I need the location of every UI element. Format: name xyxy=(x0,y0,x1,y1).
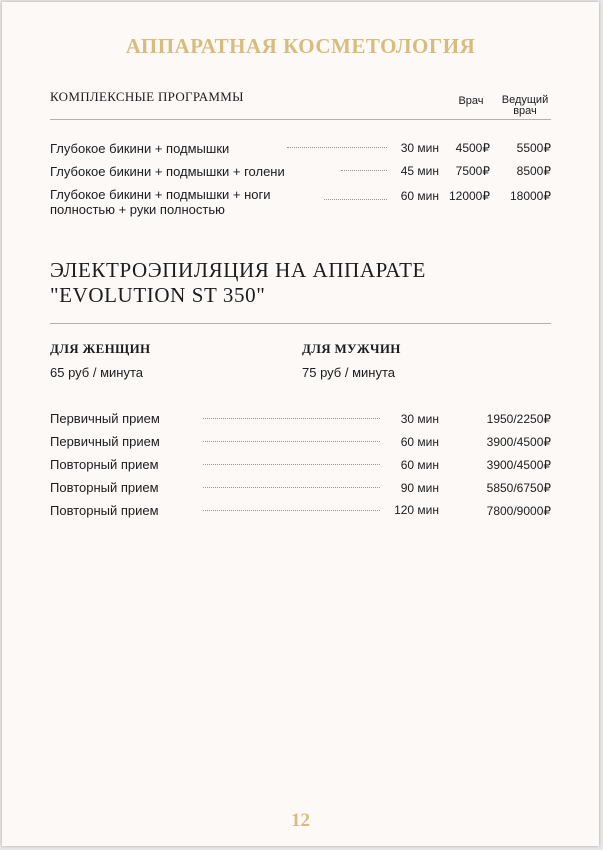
service-name: Глубокое бикини + подмышки + голени xyxy=(50,164,285,179)
service-name: Глубокое бикини + подмышки xyxy=(50,141,230,156)
col-doctor-header: Врач xyxy=(458,95,484,107)
price-list-page xyxy=(2,2,599,846)
service-price: 4500₽ xyxy=(455,141,490,155)
page-title: АППАРАТНАЯ КОСМЕТОЛОГИЯ xyxy=(125,34,476,58)
table-row xyxy=(50,503,551,519)
service-price: 7800/9000₽ xyxy=(486,504,551,518)
men-label: ДЛЯ МУЖЧИН xyxy=(302,341,401,356)
service-duration: 90 мин xyxy=(400,481,439,495)
table-row xyxy=(50,164,551,180)
service-price: 7500₽ xyxy=(455,164,490,178)
service-price: 3900/4500₽ xyxy=(486,435,551,449)
service-name-cont: полностью + руки полностью xyxy=(50,202,225,217)
service-name: Первичный прием xyxy=(50,411,160,426)
service-duration: 60 мин xyxy=(400,189,439,203)
dot-leader xyxy=(203,510,380,511)
table-row xyxy=(50,411,551,427)
service-price: 12000₽ xyxy=(448,189,490,203)
electro-heading-line2: "EVOLUTION ST 350" xyxy=(50,283,266,307)
dot-leader xyxy=(203,487,380,488)
service-name: Повторный прием xyxy=(50,480,159,495)
dot-leader xyxy=(203,464,380,465)
table-row xyxy=(50,457,551,473)
service-duration: 30 мин xyxy=(400,412,439,426)
electro-heading xyxy=(50,258,426,308)
service-price-lead: 8500₽ xyxy=(516,164,551,178)
service-price-lead: 5500₽ xyxy=(516,141,551,155)
service-price: 5850/6750₽ xyxy=(486,481,551,495)
col-lead-doctor-line2: врач xyxy=(513,105,537,117)
women-label: ДЛЯ ЖЕНЩИН xyxy=(50,341,151,356)
men-rate: 75 руб / минута xyxy=(302,365,395,380)
dot-leader xyxy=(287,147,387,148)
service-duration: 120 мин xyxy=(394,503,439,517)
complex-divider xyxy=(50,119,551,120)
dot-leader xyxy=(324,199,387,200)
service-price: 1950/2250₽ xyxy=(486,412,551,426)
electro-heading-line1: ЭЛЕКТРОЭПИЛЯЦИЯ НА АППАРАТЕ xyxy=(50,258,426,282)
complex-programs-heading: КОМПЛЕКСНЫЕ ПРОГРАММЫ xyxy=(50,89,244,104)
dot-leader xyxy=(203,441,380,442)
service-name: Повторный прием xyxy=(50,503,159,518)
service-duration: 60 мин xyxy=(400,458,439,472)
service-duration: 30 мин xyxy=(400,141,439,155)
service-duration: 45 мин xyxy=(400,164,439,178)
service-price-lead: 18000₽ xyxy=(509,189,551,203)
service-price: 3900/4500₽ xyxy=(486,458,551,472)
page-number: 12 xyxy=(291,810,310,831)
table-row xyxy=(50,187,551,217)
col-lead-doctor-header xyxy=(495,95,555,117)
service-name: Повторный прием xyxy=(50,457,159,472)
service-name: Первичный прием xyxy=(50,434,160,449)
electro-divider xyxy=(50,323,551,324)
service-name: Глубокое бикини + подмышки + ноги xyxy=(50,187,271,202)
dot-leader xyxy=(203,418,380,419)
dot-leader xyxy=(341,170,387,171)
service-duration: 60 мин xyxy=(400,435,439,449)
table-row xyxy=(50,141,551,157)
table-row xyxy=(50,434,551,450)
table-row xyxy=(50,480,551,496)
col-lead-doctor-line1: Ведущий xyxy=(501,94,549,106)
women-rate: 65 руб / минута xyxy=(50,365,143,380)
